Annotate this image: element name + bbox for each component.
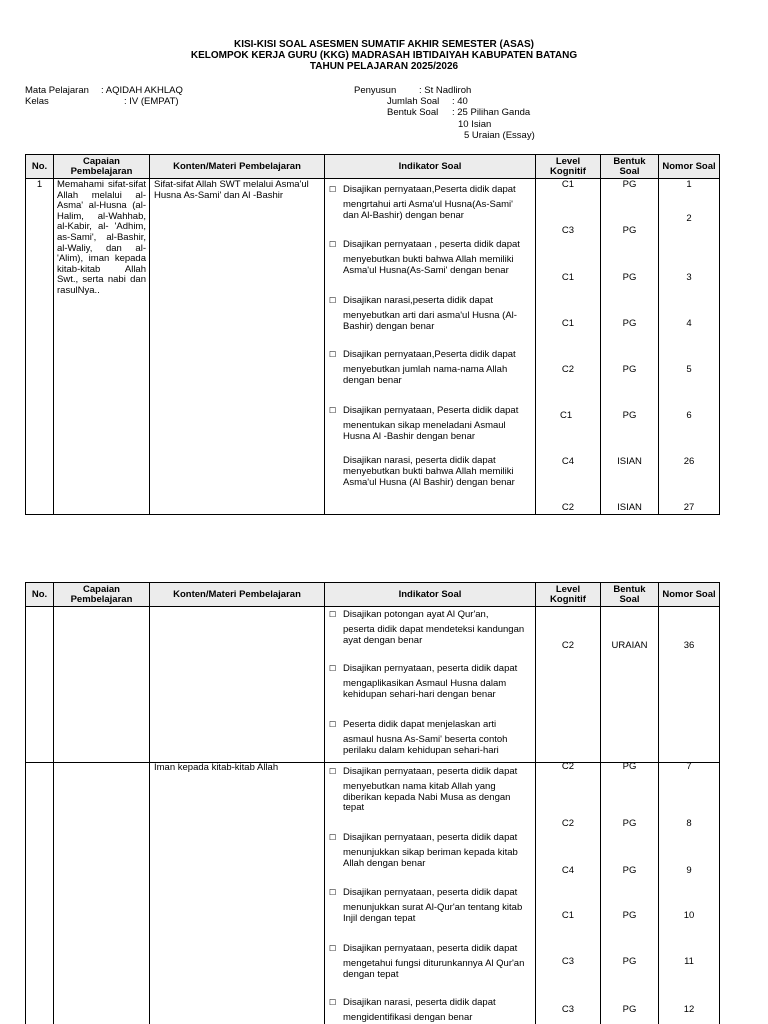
indicator-item: ☐ Disajikan pernyataan, peserta didik dapat mengetahui fungsi diturunkannya Al Qur'an dengan tepat	[329, 943, 525, 980]
bentuk-cell	[601, 179, 659, 515]
nomor-value: 4	[686, 318, 692, 329]
level-value: C2	[561, 364, 575, 375]
kelas-value: : IV (EMPAT)	[124, 96, 179, 107]
bentuk-value: PG	[622, 956, 637, 967]
capaian-cell	[54, 179, 150, 515]
col-level: Level Kognitif	[536, 583, 601, 607]
nomor-value: 5	[686, 364, 692, 375]
document-title: KISI-KISI SOAL ASESMEN SUMATIF AKHIR SEMESTER (ASAS)	[233, 39, 535, 50]
nomor-value: 10	[683, 910, 695, 921]
indicator-item: ☐ Disajikan pernyataan, peserta didik dapat mengaplikasikan Asmaul Husna dalam kehidupan sehari-hari dengan benar	[329, 663, 518, 700]
nomor-cell	[659, 179, 720, 515]
level-value: C2	[561, 761, 575, 772]
bentuk-value: PG	[622, 865, 637, 876]
level-value: C1	[560, 410, 573, 421]
square-bullet-icon: ☐	[329, 240, 337, 249]
col-konten: Konten/Materi Pembelajaran	[150, 155, 325, 179]
col-indikator: Indikator Soal	[325, 155, 536, 179]
bentuk-value: PG	[622, 225, 637, 236]
square-bullet-icon: ☐	[329, 610, 337, 619]
nomor-cell	[659, 763, 720, 1024]
col-bentuk: Bentuk Soal	[601, 583, 659, 607]
konten-text: Iman kepada kitab-kitab Allah	[154, 762, 279, 773]
row-number: 1	[36, 179, 43, 190]
square-bullet-icon: ☐	[329, 888, 337, 897]
bentuk-cell	[601, 763, 659, 1024]
level-value: C1	[561, 179, 575, 190]
nomor-value: 27	[683, 502, 695, 513]
nomor-value: 2	[686, 213, 692, 224]
bentuk-value: URAIAN	[611, 640, 648, 651]
square-bullet-icon: ☐	[329, 833, 337, 842]
square-bullet-icon: ☐	[329, 720, 337, 729]
indicator-item: ☐ Disajikan pernyataan, peserta didik dapat menyebutkan nama kitab Allah yang diberikan kepada Nabi Musa as dengan tepat	[329, 766, 518, 814]
konten-cell	[150, 763, 325, 1024]
indicator-item: Disajikan narasi, peserta didik dapat menyebutkan bukti bahwa Allah memiliki Asma'ul Husna (Al Bashir) dengan benar	[343, 455, 515, 488]
bentuk-value: ISIAN	[617, 502, 642, 513]
nomor-value: 11	[684, 956, 694, 967]
nomor-value: 26	[683, 456, 695, 467]
bentuk-value: PG	[622, 761, 637, 772]
nomor-cell	[659, 607, 720, 763]
bentuk-value: ISIAN	[617, 456, 642, 467]
indicator-item: ☐ Disajikan potongan ayat Al Qur'an, peserta didik dapat mendeteksi kandungan ayat dengan benar	[329, 609, 525, 646]
row-number-cell	[26, 179, 54, 515]
col-indikator: Indikator Soal	[325, 583, 536, 607]
square-bullet-icon: ☐	[329, 350, 337, 359]
indicator-item: ☐ Disajikan pernyataan,Peserta didik dapat menyebutkan jumlah nama-nama Allah dengan benar	[329, 349, 516, 386]
row-number-cell	[26, 607, 54, 763]
col-bentuk: Bentuk Soal	[601, 155, 659, 179]
nomor-value: 1	[686, 179, 692, 190]
col-level: Level Kognitif	[536, 155, 601, 179]
jumlah-value: : 40	[452, 96, 468, 107]
indicator-item: ☐ Disajikan pernyataan,Peserta didik dapat mengrtahui arti Asma'ul Husna(As-Sami' dan Al-Bashir) dengan benar	[329, 184, 516, 221]
kisi-table-2	[25, 582, 720, 1024]
nomor-value: 8	[686, 818, 692, 829]
indikator-cell	[325, 763, 536, 1024]
col-capaian: Capaian Pembelajaran	[54, 583, 150, 607]
kelas-label: Kelas	[25, 96, 49, 107]
indicator-item: ☐ Disajikan narasi, peserta didik dapat mengidentifikasi dengan benar	[329, 997, 496, 1023]
indicator-item: ☐ Disajikan pernyataan, Peserta didik dapat menentukan sikap meneladani Asmaul Husna Al -Bashir dengan benar	[329, 405, 519, 442]
col-no: No.	[26, 583, 54, 607]
col-no: No.	[26, 155, 54, 179]
level-cell	[536, 607, 601, 763]
jumlah-label: Jumlah Soal	[387, 96, 440, 107]
level-value: C2	[561, 502, 575, 513]
level-value: C4	[561, 456, 575, 467]
bentuk-value-pg: : 25 Pilihan Ganda	[452, 107, 531, 118]
indikator-cell	[325, 607, 536, 763]
square-bullet-icon: ☐	[329, 185, 337, 194]
mapel-value: : AQIDAH AKHLAQ	[101, 85, 183, 96]
indicator-item: ☐ Disajikan pernyataan, peserta didik dapat menunjukkan surat Al-Qur'an tentang kitab Injil dengan tepat	[329, 887, 523, 924]
square-bullet-icon: ☐	[329, 664, 337, 673]
indicator-item: ☐ Disajikan narasi,peserta didik dapat menyebutkan arti dari asma'ul Husna (Al-Bashir) dengan benar	[329, 295, 517, 332]
row-number-cell	[26, 763, 54, 1024]
nomor-value: 7	[686, 761, 692, 772]
kisi-table-1	[25, 154, 720, 515]
bentuk-cell	[601, 607, 659, 763]
square-bullet-icon: ☐	[329, 767, 337, 776]
level-value: C2	[561, 640, 575, 651]
bentuk-value: PG	[622, 1004, 637, 1015]
indikator-cell	[325, 179, 536, 515]
square-bullet-icon: ☐	[329, 406, 337, 415]
table-row	[26, 607, 720, 763]
nomor-value: 9	[686, 865, 692, 876]
square-bullet-icon: ☐	[329, 296, 337, 305]
nomor-value: 3	[686, 272, 692, 283]
square-bullet-icon: ☐	[329, 998, 337, 1007]
document-subtitle: KELOMPOK KERJA GURU (KKG) MADRASAH IBTIDAIYAH KABUPATEN BATANG	[190, 50, 578, 61]
bentuk-label: Bentuk Soal	[387, 107, 439, 118]
level-value: C1	[561, 910, 575, 921]
bentuk-value: PG	[622, 318, 637, 329]
bentuk-value-uraian: 5 Uraian (Essay)	[464, 130, 535, 141]
konten-cell	[150, 179, 325, 515]
level-value: C4	[561, 865, 575, 876]
capaian-text: Memahami sifat-sifat Allah melalui al-Asma' al-Husna (al-Halim, al-Wahhab, al-Kabir, al- 'Adhim, as-Sami', al-Bashir, al-Waliy, dan al-'Alim), iman kepada kitab-kitab Allah Swt., serta nabi dan rasulNya..	[57, 179, 146, 296]
level-value: C3	[561, 1004, 575, 1015]
col-nomor: Nomor Soal	[659, 155, 720, 179]
table-row	[26, 763, 720, 1024]
level-value: C1	[561, 318, 575, 329]
level-value: C2	[561, 818, 575, 829]
konten-cell	[150, 607, 325, 763]
level-cell	[536, 179, 601, 515]
bentuk-value: PG	[622, 179, 637, 190]
level-value: C3	[561, 956, 575, 967]
indicator-item: ☐ Disajikan pernyataan , peserta didik dapat menyebutkan bukti bahwa Allah memiliki Asma'ul Husna(As-Sami' dengan benar	[329, 239, 520, 276]
document-year: TAHUN PELAJARAN 2025/2026	[309, 61, 459, 72]
nomor-value: 6	[686, 410, 692, 421]
indicator-item: ☐ Disajikan pernyataan, peserta didik dapat menunjukkan sikap beriman kepada kitab Allah dengan benar	[329, 832, 518, 869]
bentuk-value-isian: 10 Isian	[458, 119, 492, 130]
penyusun-label: Penyusun	[354, 85, 397, 96]
indicator-item: ☐ Peserta didik dapat menjelaskan arti asmaul husna As-Sami' beserta contoh perilaku dalam kehidupan sehari-hari	[329, 719, 508, 756]
bentuk-value: PG	[622, 818, 637, 829]
bentuk-value: PG	[622, 910, 637, 921]
table-row	[26, 179, 720, 515]
bentuk-value: PG	[622, 272, 637, 283]
nomor-value: 12	[683, 1004, 695, 1015]
nomor-value: 36	[683, 640, 695, 651]
level-value: C1	[561, 272, 575, 283]
col-capaian: Capaian Pembelajaran	[54, 155, 150, 179]
capaian-cell	[54, 607, 150, 763]
penyusun-value: : St Nadliroh	[419, 85, 472, 96]
col-konten: Konten/Materi Pembelajaran	[150, 583, 325, 607]
level-cell	[536, 763, 601, 1024]
level-value: C3	[561, 225, 575, 236]
mapel-label: Mata Pelajaran	[25, 85, 89, 96]
square-bullet-icon: ☐	[329, 944, 337, 953]
capaian-cell	[54, 763, 150, 1024]
bentuk-value: PG	[622, 410, 637, 421]
col-nomor: Nomor Soal	[659, 583, 720, 607]
konten-text: Sifat-sifat Allah SWT melalui Asma'ul Husna As-Sami' dan Al -Bashir	[154, 179, 309, 201]
bentuk-value: PG	[622, 364, 637, 375]
